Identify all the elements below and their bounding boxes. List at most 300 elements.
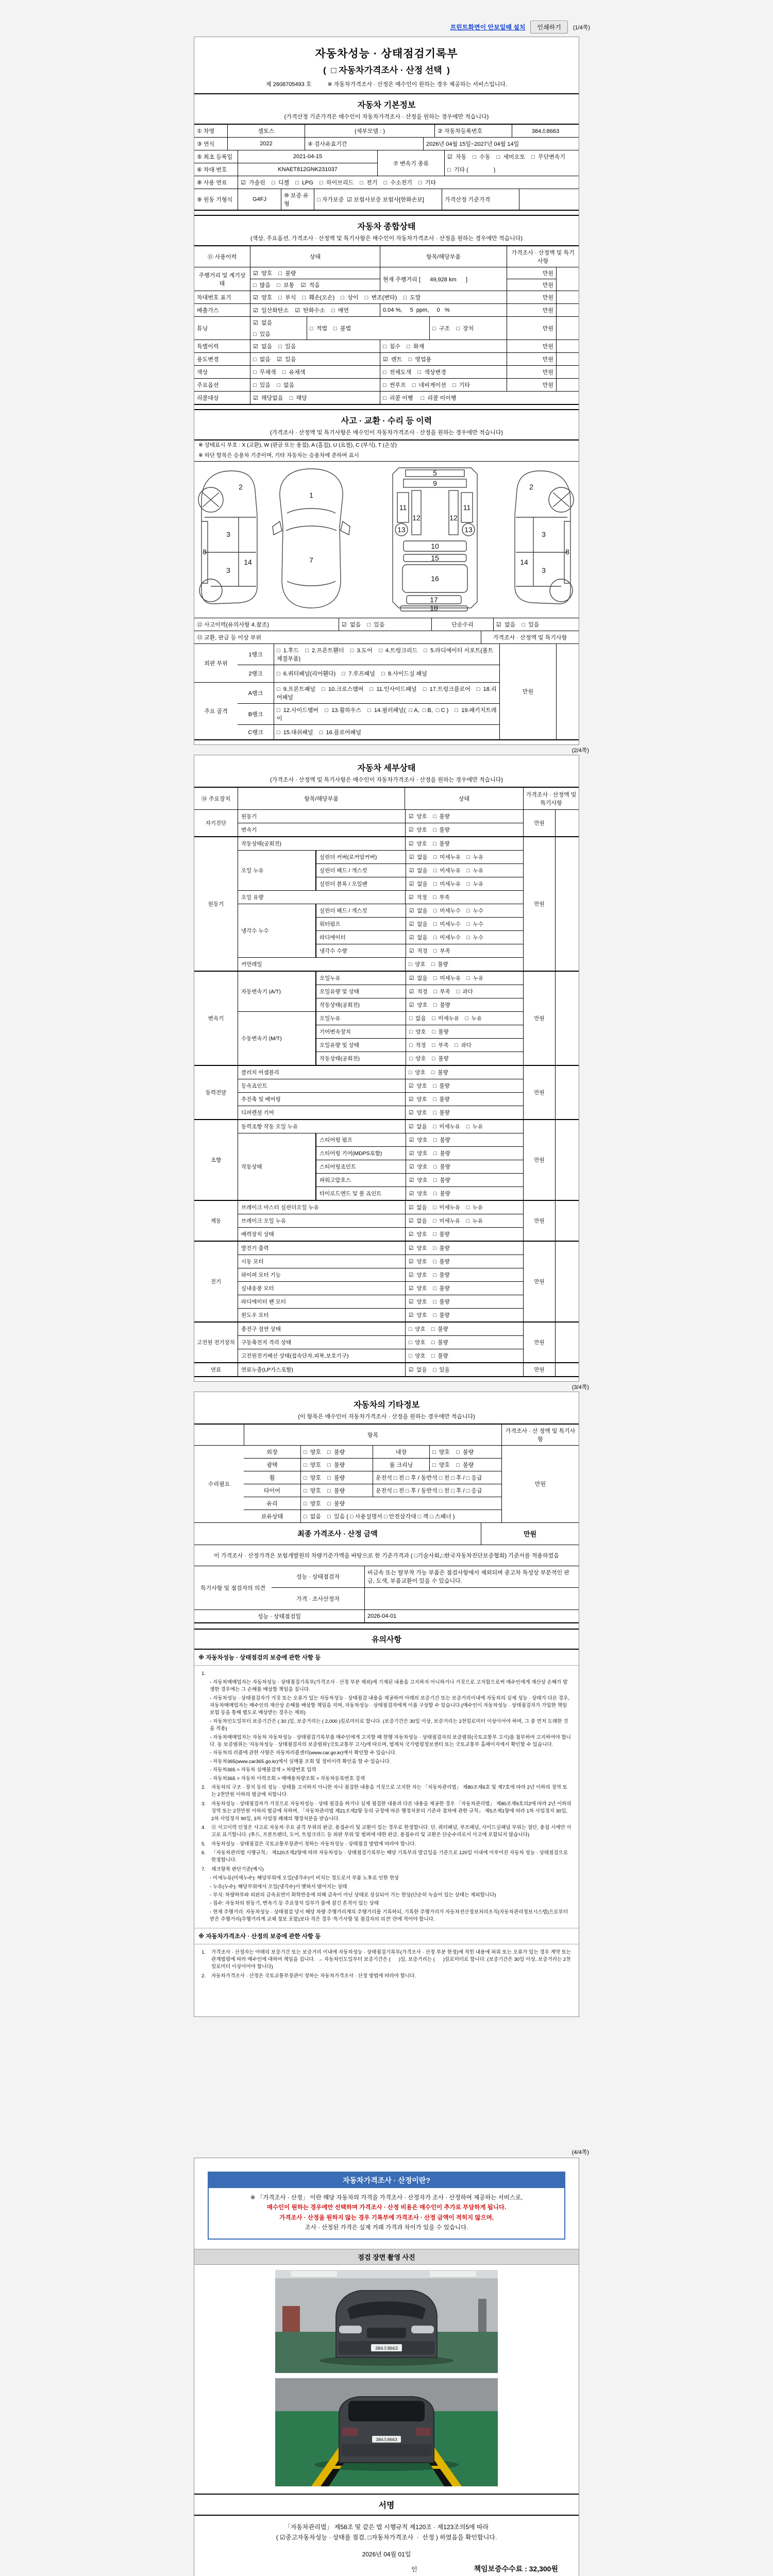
color-status: □ 무채색 □ 유채색 <box>250 366 380 378</box>
detail-item: 브레이크 마스터 실린더오일 누유 <box>241 1204 319 1211</box>
zone-9: 9 <box>433 479 437 487</box>
rankC-items: □ 15.대쉬패널 □ 16.플로어패널 <box>274 725 499 739</box>
detail-item: 작동상태(공회전) <box>241 840 281 847</box>
inspection-photo-rear <box>275 2378 498 2486</box>
color-kind: □ 전체도색 □ 색상변경 <box>380 366 507 378</box>
row-recall-label: 리콜대상 <box>197 395 219 401</box>
first-reg-date: 2021-04-15 <box>238 150 377 163</box>
zone-11: 11 <box>399 503 407 512</box>
detail-item: 연료누출(LP가스포함) <box>241 1366 293 1373</box>
detail-status: □ 양호 □ 불량 <box>405 958 523 971</box>
recall-status: ☑ 해당없음 □ 해당 <box>250 392 380 404</box>
interior-status: □ 양호 □ 불량 <box>429 1446 501 1458</box>
color-price: 만원 <box>507 366 556 378</box>
detail-status: □ 적정 □ 부족 □ 과다 <box>406 1039 523 1052</box>
notice-1-b6a: - 자동차365 > 자동차 실매물검색 > 차량번호 입력 <box>210 1767 316 1773</box>
notice-4: ⑫ 사고이력 인정은 사고로 자동차 주요 골격 부위의 판금, 용접수리 및 교환이 있는 경우로 한정합니다. 단, 쿼터패널, 루프패널, 사이드실패널 부위는 절단, 용접 시에만 사고로 표기합니다. (후드, 프론트펜더, 도어, 트렁크리드 등 외판 부위 및 범퍼에 대한 판금, 용접수리 및 교환은 단순수리로서 사고에 포함되지 않습니다) <box>211 1824 572 1838</box>
sheet-page-2 <box>194 755 579 1382</box>
detail-item: 클러치 어셈블리 <box>241 1069 279 1076</box>
passenger-car-legend: ※ 하단 항목은 승용차 기준이며, 기타 자동차는 승용차에 준하여 표시 <box>198 452 359 459</box>
wheel-status: □ 양호 □ 불량 <box>300 1471 373 1484</box>
transmission-row-1: ☑ 자동 □ 수동 □ 세미오토 □ 무단변속기 <box>447 154 566 161</box>
zone-3b: 3 <box>226 566 230 574</box>
detail-subitem: 오일누유 <box>316 972 406 985</box>
recall-state: □ 리콜 이행 □ 리콜 미이행 <box>380 392 579 404</box>
sign-date: 2026년 04월 01일 <box>362 2551 411 2558</box>
accident-note: (가격조사 · 산정액 및 특기사항은 매수인이 자동차가격조사 · 산정을 원하는 경우에만 적습니다) <box>270 430 503 436</box>
detail-subitem: 실린더 커버(로커암커버) <box>316 851 406 863</box>
detail-h-device: ⑭ 주요장치 <box>201 795 231 802</box>
zone-13: 13 <box>397 525 406 534</box>
mileage-current: 현재 주행거리 [ 49,928 km ] <box>380 267 507 291</box>
print-button[interactable]: 인쇄하기 <box>530 21 567 33</box>
detail-item: 윈도우 모터 <box>241 1312 269 1318</box>
detail-subgroup: 수동변속기 (M/T) <box>241 1035 282 1042</box>
notice-2: 자동차의 구조 · 장치 등의 성능 · 상태를 고지하지 아니한 자나 점검한 내용을 거짓으로 고지한 자는 「자동차관리법」 제80조제6호 및 제7호에 따라 2년 이하의 징역 또는 2천만원 이하의 벌금에 처합니다. <box>211 1784 567 1798</box>
zone-15: 15 <box>431 553 439 562</box>
other-heading: 자동차의 기타정보 <box>353 1400 420 1410</box>
car-diagram-svg <box>195 464 577 614</box>
detail-status: □ 양호 □ 불량 <box>405 1349 523 1362</box>
other-price: 만원 <box>501 1446 579 1522</box>
price-survey-line1: ※ 「가격조사 · 산정」 이란 해당 자동차의 가격을 가격조사 · 산정자가 조사 · 산정하여 제공하는 서비스로, <box>250 2194 523 2201</box>
detail-subgroup: 오일 누유 <box>241 867 264 874</box>
label-reg-number: ② 자동차등록번호 <box>434 125 512 137</box>
other-h-price: 가격조사 · 산 정액 및 특기사항 <box>501 1425 579 1445</box>
tuning-price: 만원 <box>507 317 556 340</box>
notice-1-b3: ◦ 자동차인도일부터 보증기간은 ( 30 )일, 보증거리는 ( 2,000 )킬로미터로 합니다. (보증기간은 30일 이상, 보증거리는 2천킬로미터 이상이어야 하며, 그 중 먼저 도래한 것을 적용) <box>210 1718 568 1732</box>
inspect-date-label: 성능 · 상태점검일 <box>257 1613 301 1620</box>
notice-B2: 자동차가격조사 · 산정은 국토교통부장관이 정하는 자동차가격조사 · 산정 방법에 따라야 합니다. <box>211 1973 416 1979</box>
notice-6: 「자동차관리법 시행규칙」 제120조제2항에 따라 자동차성능 · 상태점검기록부는 해당 기록부의 발급일을 기준으로 120일 이내에 이루어진 자동차 성능 · 상태점검으로 한정합니다. <box>211 1850 568 1863</box>
special-kind: □ 침수 □ 화재 <box>380 340 507 352</box>
accident-history-label: ⑫ 사고이력(유의사항 4.참조) <box>197 621 269 628</box>
detail-subitem: 실린더 헤드 / 개스킷 <box>316 864 406 877</box>
detail-group-label: 자기진단 <box>205 820 227 826</box>
usage-change-price: 만원 <box>507 353 556 365</box>
detail-item: 충전구 절연 상태 <box>241 1326 281 1332</box>
detail-group-label: 제동 <box>210 1217 222 1224</box>
final-price-unit: 만원 <box>481 1523 579 1545</box>
other-table <box>194 1423 579 1623</box>
panel-price-blank <box>556 644 579 739</box>
inspect-date-value: 2026-04-01 <box>364 1610 579 1622</box>
detail-subitem: 스티어링 펌프 <box>316 1133 406 1146</box>
accident-history-status: ☑ 없음 □ 있음 <box>339 618 431 631</box>
transmission-row-2: □ 기타 ( ) <box>447 166 496 173</box>
notice-title: 유의사항 <box>194 1630 579 1650</box>
detail-h-status: 상태 <box>405 788 523 809</box>
photos-heading: 점검 장면 촬영 사진 <box>194 2249 579 2265</box>
price-survey-line3: 가격조사 · 산정을 원하지 않는 경우 기록부에 가격조사 · 산정 금액이 적히지 않으며, <box>279 2214 494 2221</box>
detail-heading: 자동차 세부상태 <box>357 764 416 773</box>
top-toolbar <box>183 21 590 33</box>
row-tuning-label: 튜닝 <box>197 326 208 332</box>
detail-status: ☑ 양호 □ 불량 <box>405 1242 523 1255</box>
label-base-price: 가격산정 기준가격 <box>442 189 519 210</box>
detail-table <box>194 787 579 1377</box>
detail-status: □ 양호 □ 불량 <box>405 1336 523 1349</box>
label-fuel: ⑧ 사용 연료 <box>197 180 227 186</box>
emission-values: 0.04 %, 5 ppm, 0 % <box>380 304 507 316</box>
detail-group-blank <box>555 1323 579 1362</box>
detail-status: □ 양호 □ 불량 <box>406 1052 523 1065</box>
mileage-price-blank <box>556 267 579 291</box>
engine-type: G4FJ <box>238 189 281 210</box>
rankB-items: □ 12.사이드멤버 □ 13.휠하우스 □ 14.필러패널( □ A, □ B, □ C ) □ 19.패키지트레이 <box>274 704 499 724</box>
detail-status: □ 양호 □ 불량 <box>406 1025 523 1038</box>
price-survey-info-box <box>208 2172 565 2240</box>
rank1-items: □ 1.후드 □ 2.프론트휀더 □ 3.도어 □ 4.트렁크리드 □ 5.라디에이터 서포트(볼트체결부품) <box>274 644 499 665</box>
notice-secA-title: ※ 자동차성능 · 상태점검의 보증에 관한 사항 등 <box>194 1650 579 1666</box>
basic-info-note: (가격산정 기준가격은 매수인이 자동차가격조사 · 산정을 원하는 경우에만 적습니다) <box>284 114 489 120</box>
overall-h-item: 항목/해당부품 <box>380 246 507 267</box>
fuel-options: ☑ 가솔린 □ 디젤 □ LPG □ 하이브리드 □ 전기 □ 수소전기 □ 기타 <box>238 176 579 189</box>
rankA-items: □ 9.프론트패널 □ 10.크로스멤버 □ 11.인사이드패널 □ 17.트렁크플로어 □ 18.리어패널 <box>274 683 499 703</box>
options-status: □ 있음 □ 없음 <box>250 379 380 391</box>
row-usage-change-label: 용도변경 <box>197 357 219 363</box>
signature-section <box>194 2494 579 2576</box>
overall-table <box>194 245 579 405</box>
basic-info-table <box>194 124 579 211</box>
roomclean-status: □ 양호 □ 불량 <box>429 1459 501 1471</box>
doc-title: 자동차성능 · 상태점검기록부 <box>315 48 458 60</box>
appraiser-opinion <box>364 1588 579 1609</box>
detail-group-blank <box>555 1363 579 1376</box>
price-survey-info-title: 자동차가격조사 · 산정이란? <box>209 2173 564 2188</box>
doc-number-line <box>194 76 579 93</box>
detail-group-label: 원동기 <box>208 901 224 907</box>
rear-plate-number: 384소8663 <box>376 2436 397 2442</box>
detail-group-blank <box>555 1120 579 1200</box>
detail-group-price: 만원 <box>523 1242 555 1321</box>
mileage-status-2: □ 많음 □ 보통 ☑ 적음 <box>250 279 380 291</box>
doc-subtitle: ( □ 자동차가격조사 · 산정 선택 ) <box>323 65 450 75</box>
reg-number: 384소8663 <box>512 125 579 137</box>
rank1-label: 1랭크 <box>248 651 263 658</box>
special-status: ☑ 없음 □ 있음 <box>250 340 380 352</box>
sheet-page-4 <box>194 2158 579 2576</box>
detail-status: ☑ 양호 □ 불량 <box>405 823 523 836</box>
glass-status: □ 양호 □ 불량 <box>300 1497 501 1510</box>
detail-subitem: 타이로드엔드 및 볼 죠인트 <box>316 1187 406 1200</box>
detail-status: ☑ 양호 □ 불량 <box>406 1147 523 1160</box>
doc-number: 제 2608705493 호 <box>265 81 312 88</box>
detail-subitem: 라디에이터 <box>316 931 406 944</box>
detail-group-blank <box>555 1242 579 1321</box>
detail-subitem: 작동상태(공회전) <box>316 1052 406 1065</box>
notice-1-no: 1. <box>201 1670 206 1676</box>
notice-7-b4: ◦ 침수: 자동차의 원동기, 변속기 등 주요장치 일부가 물에 잠긴 흔적이 있는 상태 <box>210 1901 379 1907</box>
detail-subitem: 냉각수 수량 <box>316 944 406 957</box>
detail-subgroup: 자동변속기 (A/T) <box>241 988 281 995</box>
warranty-fee: 책임보증수수료 : 32,300원 <box>474 2565 558 2573</box>
notice-7-b5: ◦ 현재 주행거리: 자동차성능 · 상태점검 당시 해당 차량 주행거리계의 주행거리를 기록하되, 기록한 주행거리가 자동차전산정보처리조직(자동차관리정보시스템)으로부터 받은 주행거리(주행거리계 교체 정보 포함)보다 적은 경우 '특기사항 및 점검자의 의견' 란에 적어야 합니다. <box>210 1909 568 1923</box>
detail-status: ☑ 양호 □ 불량 <box>406 998 523 1011</box>
zone-8: 8 <box>203 547 207 556</box>
price-survey-line2: 매수인이 원하는 경우에만 선택하며 가격조사 · 산정 비용은 매수인이 추가로 부담하게 됩니다. <box>266 2205 507 2211</box>
final-price-label: 최종 가격조사 · 산정 금액 <box>297 1529 378 1538</box>
basic-items-sub: 보유상태 <box>261 1513 283 1520</box>
detail-status: □ 없음 □ 미세누유 □ 누유 <box>406 1012 523 1025</box>
page-marker-4: (4/4쪽) <box>572 2149 589 2156</box>
zone-12: 12 <box>412 513 421 522</box>
detail-subitem: 스티어링 기어(MDPS포함) <box>316 1147 406 1160</box>
detail-item: 발전기 출력 <box>241 1245 269 1251</box>
row-color-label: 색상 <box>197 369 208 376</box>
zone-2b: 2 <box>529 482 533 491</box>
detail-group-price: 만원 <box>523 1363 555 1376</box>
page-marker-1: (1/4쪽) <box>573 24 590 31</box>
accident-heading: 사고 · 교환 · 수리 등 이력 <box>194 409 579 426</box>
detail-group-blank <box>555 837 579 971</box>
zone-17: 17 <box>430 595 438 604</box>
exchange-panel-label: ⑬ 교환, 판금 등 이상 부위 <box>197 634 261 641</box>
detail-group-price: 만원 <box>523 1323 555 1362</box>
tuning-yes: □ 있음 <box>253 331 271 337</box>
row-special-label: 특별이력 <box>197 344 219 350</box>
overall-h-usage: ⑪ 사용이력 <box>207 254 237 260</box>
zone-3d: 3 <box>542 566 546 574</box>
detail-item: 추진축 및 베어링 <box>241 1096 281 1103</box>
usage-change-kind: ☑ 렌트 □ 영업용 <box>380 353 507 365</box>
tire-label: 타이어 <box>264 1487 280 1494</box>
zone-12b: 12 <box>449 513 458 522</box>
roomclean-label: 룸 크리닝 <box>373 1459 429 1471</box>
mileage-status-1: ☑ 양호 □ 불량 <box>253 270 296 277</box>
doc-service-note: ※ 자동차가격조사 · 산정은 매수인이 원하는 경우 제공하는 서비스입니다. <box>327 81 508 88</box>
front-plate-number: 384소8663 <box>375 2345 398 2351</box>
detail-group-label: 변속기 <box>208 1015 224 1022</box>
zone-16: 16 <box>431 574 439 583</box>
detail-status: ☑ 없음 □ 미세누유 □ 누유 <box>406 972 523 985</box>
label-warranty-type: ⑩ 보증 유형 <box>281 189 314 210</box>
notice-1-b1: ◦ 자동차매매업자는 자동차성능 · 상태점검기록부(가격조사 · 산정 부분 제외)에 기재된 내용을 고지하지 아니하거나 거짓으로 고지함으로써 매수인에게 재산상 손해가 발생한 경우에는 그 손해를 배상할 책임을 집니다. <box>210 1679 568 1693</box>
skin-panel-label: 외판 부위 <box>204 660 228 667</box>
detail-subitem: 워터펌프 <box>316 918 406 930</box>
mileage-price-2: 만원 <box>507 279 556 291</box>
notice-1-b5: ◦ 자동차의 리콜에 관한 사항은 자동차리콜센터(www.car.go.kr)에서 확인할 수 있습니다. <box>210 1750 397 1756</box>
detail-item: 시동 모터 <box>241 1258 264 1265</box>
detail-status: ☑ 없음 □ 미세누수 □ 누수 <box>406 904 523 917</box>
detail-subitem: 오일유량 및 상태 <box>316 985 406 998</box>
detail-subitem: 작동상태(공회전) <box>316 998 406 1011</box>
detail-status: ☑ 없음 □ 미세누유 □ 누유 <box>406 851 523 863</box>
special-price: 만원 <box>507 340 556 352</box>
car-name: 셀토스 <box>227 125 305 137</box>
detail-status: ☑ 양호 □ 불량 <box>405 1079 523 1092</box>
detail-subgroup: 작동상태 <box>241 1163 262 1170</box>
detail-status: ☑ 양호 □ 불량 <box>405 1093 523 1106</box>
simple-repair-label: 단순수리 <box>431 618 493 631</box>
notice-secB-body: 1. 가격조사 · 산정자는 아래의 보증기간 또는 보증거리 이내에 자동차성능 · 상태점검기록부(가격조사 · 산정 부분 한정)에 적힌 내용에 허위 또는 오류가 있는 경우 계약 또는 관계법령에 따라 매수인에 대하여 책임을 집니다. → 자동차인도일부터 보증기간은 ( )일, 보증거리는 ( )킬로미터로 합니다. (보증기간은 30일 이상, 보증거리는 2천킬로미터 이상이어야 합니다) 2. 자동차가격조사 · 산정은 국토교통부장관이 정하는 자동차가격조사 · 산정 방법에 따라야 합니다. <box>194 1944 579 1985</box>
detail-item: 원동기 <box>241 813 257 820</box>
install-print-plugin-link[interactable]: 프린트화면이 안보일때 설치 <box>450 24 526 31</box>
zone-10: 10 <box>431 541 439 550</box>
label-inspection-period: ④ 검사유효기간 <box>305 138 423 150</box>
other-h-item: 항목 <box>244 1425 501 1445</box>
vin-value: KNAET812GNK231037 <box>238 163 377 176</box>
detail-subitem: 오일유량 및 상태 <box>316 1039 406 1052</box>
detail-group-price: 만원 <box>523 972 555 1065</box>
usage-change-status: □ 없음 ☑ 있음 <box>250 353 380 365</box>
page-marker-2: (2/4쪽) <box>572 747 589 754</box>
detail-status: ☑ 없음 □ 미세누유 □ 누유 <box>406 877 523 890</box>
label-car-name: ① 차명 <box>197 128 215 134</box>
label-engine-type: ⑨ 원동 기형식 <box>197 197 233 203</box>
overall-h-status: 상태 <box>250 246 380 267</box>
detail-subitem: 오일누유 <box>316 1012 406 1025</box>
detail-status: ☑ 양호 □ 불량 <box>405 837 523 850</box>
sign-law-line2: ( ☑중고자동차성능 · 상태를 점검, □자동차가격조사 · 산정 ) 하였음을 확인합니다. <box>276 2534 497 2541</box>
detail-group-label: 동력전달 <box>205 1089 227 1096</box>
detail-status: ☑ 없음 □ 미세누유 □ 누유 <box>405 1120 523 1133</box>
basic-items-status: □ 없음 □ 있음 ( □ 사용설명서 □ 안전삼각대 □ 잭 □ 스패너 ) <box>300 1510 501 1522</box>
base-price-value <box>519 189 579 210</box>
polish-label: 광택 <box>266 1462 278 1468</box>
detail-subitem: 실린더 블록 / 오일팬 <box>316 877 406 890</box>
detail-group-blank <box>555 972 579 1065</box>
detail-item: 고전원전기배선 상태(접속단자,피복,보호기구) <box>241 1352 349 1359</box>
rankA-label: A랭크 <box>248 690 263 697</box>
zone-11b: 11 <box>463 503 471 512</box>
repair-needed-label: 수리필요 <box>208 1481 230 1487</box>
overall-h-price: 가격조사 · 산정액 및 특기사항 <box>507 246 579 267</box>
notice-1-b2: ◦ 자동차성능 · 상태점검자가 거짓 또는 오류가 있는 자동차성능 · 상태점검 내용을 제공하여 아래의 보증기간 또는 보증거리이내에 자동차의 실제 성능 · 상태가 다른 경우, 자동차매매업자는 매수인의 재산상 손해를 배상할 책임을 지며, 자동차성능 · 상태점검자에게 이를 구상할 수 있습니다.(매수인이 자동차성능 · 상태점검자가 가입한 책임보험 등을 통해 별도로 배상받는 경우는 제외) <box>210 1695 569 1716</box>
detail-item: 라디에이터 팬 모터 <box>241 1298 286 1305</box>
detail-status: ☑ 양호 □ 불량 <box>405 1268 523 1281</box>
wheel-positions: 운전석 □ 전 □ 후 / 동반석 □ 전 □ 후 / □ 응급 <box>373 1471 501 1484</box>
zone-14b: 14 <box>520 557 528 566</box>
detail-group-label: 고전원 전기장치 <box>197 1339 235 1346</box>
exterior-label: 외장 <box>266 1449 278 1455</box>
options-kind: □ 썬루프 □ 네비게이션 □ 기타 <box>380 379 507 391</box>
rankB-label: B랭크 <box>248 711 263 718</box>
zone-5: 5 <box>433 468 437 477</box>
detail-table-body <box>194 810 579 1376</box>
appraiser-label: 가격 · 조사산정자 <box>296 1596 340 1602</box>
notice-section <box>194 1629 579 1985</box>
vin-mark-status: ☑ 양호 □ 부식 □ 훼손(오손) □ 상이 □ 변조(변타) □ 도말 <box>250 291 507 303</box>
page-marker-3: (3/4쪽) <box>572 1384 589 1391</box>
detail-status: ☑ 양호 □ 불량 <box>405 1255 523 1268</box>
detail-item: 와이퍼 모터 기능 <box>241 1272 281 1278</box>
inspector-label: 성능 · 상태점검자 <box>296 1574 340 1581</box>
detail-status: ☑ 양호 □ 불량 <box>405 1228 523 1241</box>
row-vin-mark-label: 차대번호 표기 <box>197 295 231 301</box>
notice-1-b6: ◦ 자동차365(www.car365.go.kr)에서 실매물 조회 및 정비이력 확인을 할 수 있습니다. <box>210 1758 391 1765</box>
sheet-page-1 <box>194 37 579 745</box>
detail-status: ☑ 없음 □ 미세누유 □ 누유 <box>405 1214 523 1227</box>
notice-7-b3: ◦ 부식: 차량하부와 외판의 금속표면이 화학반응에 의해 금속이 아닌 상태로 상실되어 가는 현상(단순히 녹슬어 있는 상태는 제외합니다) <box>210 1892 496 1899</box>
vin-mark-price: 만원 <box>507 291 556 303</box>
frame-label: 주요 골격 <box>204 708 228 715</box>
car-damage-diagram <box>194 461 579 618</box>
emission-price: 만원 <box>507 304 556 316</box>
zone-13b: 13 <box>464 525 473 534</box>
detail-group-price: 만원 <box>523 1120 555 1200</box>
zone-3c: 3 <box>542 530 546 538</box>
detail-status: ☑ 양호 □ 불량 <box>405 1309 523 1321</box>
notice-7: 체크항목 판단기준(예시) <box>211 1866 264 1872</box>
row-emission-label: 배출가스 <box>197 308 219 314</box>
detail-subitem: 파워고압호스 <box>316 1174 406 1187</box>
detail-item: 커먼레일 <box>241 961 262 968</box>
detail-item: 등속죠인트 <box>241 1082 267 1089</box>
label-first-reg-date: ⑤ 최초 등록일 <box>197 154 233 160</box>
detail-item: 배력장치 상태 <box>241 1231 274 1238</box>
rank2-items: □ 6.쿼터패널(리어휀다) □ 7.루프패널 □ 8.사이드실 패널 <box>274 665 499 682</box>
tuning-legal: □ 적법 □ 불법 <box>307 317 429 340</box>
notice-secB-title: ※ 자동차가격조사 · 산정의 보증에 관한 사항 등 <box>194 1928 579 1944</box>
notice-7-b2: ◦ 누유(누수): 해당부위에서 오일(냉각수)이 맺혀서 떨어지는 상태 <box>210 1884 347 1890</box>
glass-label: 유리 <box>266 1500 278 1507</box>
status-code-legend: ※ 상태표시 부호 : X (교환), W (판금 또는 용접), A (흠집), U (요철), C (부식), T (손상) <box>198 442 397 448</box>
detail-status: ☑ 양호 □ 불량 <box>405 1106 523 1119</box>
detail-group-price: 만원 <box>523 1066 555 1119</box>
detail-status: ☑ 없음 □ 미세누수 □ 누수 <box>406 918 523 930</box>
inspection-period: 2026년 04월 15일~2027년 04월 14일 <box>423 138 579 150</box>
detail-status: ☑ 양호 □ 불량 <box>406 1133 523 1146</box>
detail-status: ☑ 양호 □ 불량 <box>405 1282 523 1295</box>
tire-positions: 운전석 □ 전 □ 후 / 동반석 □ 전 □ 후 / □ 응급 <box>373 1484 501 1497</box>
detail-group-blank <box>555 810 579 836</box>
detail-group-label: 연료 <box>210 1366 222 1373</box>
inspector-opinion: 비금속 또는 탈부착 가능 부품은 점검사항에서 제외되며 중고차 특성상 부분적인 판금, 도색, 부품교환이 있을 수 있습니다. <box>364 1566 579 1588</box>
overall-heading: 자동차 종합상태 <box>194 215 579 232</box>
basic-info-heading: 자동차 기본정보 <box>194 93 579 110</box>
zone-7: 7 <box>309 555 313 564</box>
detail-group-label: 전기 <box>210 1278 222 1285</box>
inspection-photo-front <box>275 2270 498 2373</box>
polish-status: □ 양호 □ 불량 <box>300 1459 373 1471</box>
zone-3: 3 <box>226 530 230 538</box>
detail-group-price: 만원 <box>523 837 555 971</box>
detail-status: ☑ 양호 □ 불량 <box>406 1174 523 1187</box>
other-note: (이 항목은 매수인이 자동차가격조사 · 산정을 원하는 경우에만 적습니다) <box>298 1413 475 1420</box>
wheel-label: 휠 <box>269 1475 275 1481</box>
detail-status: ☑ 없음 □ 미세누유 □ 누유 <box>406 864 523 877</box>
detail-status: ☑ 양호 □ 불량 <box>406 1187 523 1200</box>
detail-item: 브레이크 오일 누유 <box>241 1217 286 1224</box>
row-options-label: 주요옵션 <box>197 382 219 388</box>
detail-subgroup: 냉각수 누수 <box>241 927 269 934</box>
detail-group-blank <box>555 1201 579 1241</box>
detail-status: ☑ 적정 □ 부족 □ 과다 <box>406 985 523 998</box>
detail-item: 오일 유량 <box>241 894 264 901</box>
detail-status: □ 양호 □ 불량 <box>405 1066 523 1079</box>
price-survey-line4: 조사 · 산정된 가격은 실제 거래 가격과 차이가 있을 수 있습니다. <box>305 2225 468 2231</box>
zone-8b: 8 <box>565 547 569 556</box>
row-mileage-label: 주행거리 및 계기상태 <box>198 272 246 287</box>
detail-item: 디퍼렌셜 기어 <box>241 1109 274 1116</box>
tuning-kind: □ 구조 □ 장치 <box>429 317 507 340</box>
detail-item: 구동축전지 격리 상태 <box>241 1339 292 1346</box>
label-model-year: ③ 연식 <box>197 141 215 147</box>
detail-item: 변속기 <box>241 826 257 833</box>
detail-item: 실내송풍 모터 <box>241 1285 274 1292</box>
zone-14: 14 <box>244 557 252 566</box>
notice-secA-body: 1. ◦ 자동차매매업자는 자동차성능 · 상태점검기록부(가격조사 · 산정 부분 제외)에 기재된 내용을 고지하지 아니하거나 거짓으로 고지함으로써 매수인에게 재산상 손해가 발생한 경우에는 그 손해를 배상할 책임을 집니다. ◦ 자동차성능 · 상태점검자가 거짓 또는 오류가 있는 자동차성능 · 상태점검 내용을 제공하여 아래의 보증기간 또는 보증거리이내에 자동차의 실제 성능 · 상태가 다른 경우, 자동차매매업자는 매수인의 재산상 손해를 배상할 책임을 지며, 자동차성능 · 상태점검자에게 이를 구상할 수 있습니다.(매수인이 자동차성능 · 상태점검자가 가입한 책임보험 등을 통해 별도로 배상받는 경우는 제외) ◦ 자동차인도일부터 보증기간은 ( 30 )일, 보증거리는 ( 2,000 )킬로미터로 합니다. (보증기간은 30일 이상, 보증거리는 2천킬로미터 이상이어야 하며, 그 중 먼저 도래한 것을 적용) ◦ 자동차매매업자는 자동차 자동차성능 · 상태점검기록부를 매수인에게 고지할 때 현행 자동차성능 · 상태점검자의 보증범위(국토교통부 고시)를 첨부하여 고지하여야 합니다. 동 보증범위는 '자동차성능 · 상태점검자의 보증범위'(국토교통부 고시)에 따르며, 법제처 국가법령정보센터 또는 국토교통부 홈페이지에서 확인할 수 있습니다. ◦ 자동차의 리콜에 관한 사항은 자동차리콜센터(www.car.go.kr)에서 확인할 수 있습니다. ◦ 자동차365(www.car365.go.kr)에서 실매물 조회 및 정비이력 확인을 할 수 있습니다. - 자동차365 > 자동차 실매물검색 > 차량번호 입력 - 자동차365 > 자동차 이력조회 > 매매용차량조회 > 자동차등록번호 검색 2. 자동차의 구조 · 장치 등의 성능 · 상태를 고지하지 아니한 자나 점검한 내용을 거짓으로 고지한 자는 「자동차관리법」 제80조제6호 및 제7호에 따라 2년 이하의 징역 또는 2천만원 이하의 벌금에 처합니다. 3. 자동차성능 · 상태점검자가 거짓으로 자동차성능 · 상태 점검을 하거나 실제 점검한 내용과 다른 내용을 제공한 경우 「자동차관리법」 제80조제9호의2에 따라 2년 이하의 징역 또는 2천만원 이하의 벌금에 처하며, 「자동차관리법 제21조제2항 등의 규정에 따른 행정처분의 기준과 절차에 관한 규칙」 제5조제1항에 따라 1차 사업정지 30일, 2차 사업정지 90일, 3차 사업장 폐쇄의 행정처분을 받습니다. 4. ⑫ 사고이력 인정은 사고로 자동차 주요 골격 부위의 판금, 용접수리 및 교환이 있는 경우로 한정합니다. 단, 쿼터패널, 루프패널, 사이드실패널 부위는 절단, 용접 시에만 사고로 표기합니다. (후드, 프론트펜더, 도어, 트렁크리드 등 외판 부위 및 범퍼에 대한 판금, 용접수리 및 교환은 단순수리로서 사고에 포함되지 않습니다) 5. 자동차성능 · 상태점검은 국토교통부장관이 정하는 자동차성능 · 상태점검 방법에 따라야 합니다. 6. 「자동차관리법 시행규칙」 제120조제2항에 따라 자동차성능 · 상태점검기록부는 해당 기록부의 발급일을 기준으로 120일 이내에 이루어진 자동차 성능 · 상태점검으로 한정합니다. 7. 체크항목 판단기준(예시) ◦ 미세누유(미세누수): 해당부위에 오일(냉각수)이 비치는 정도로서 부품 노후로 인한 현상 ◦ 누유(누수): 해당부위에서 오일(냉각수)이 맺혀서 떨어지는 상태 ◦ 부식: 차량하부와 외판의 금속표면이 화학반응에 의해 금속이 아닌 상태로 상실되어 가는 현상(단순히 녹슬어 있는 상태는 제외합니다) ◦ 침수: 자동차의 원동기, 변속기 등 주요장치 일부가 물에 잠긴 흔적이 있는 상태 ◦ 현재 주행거리: 자동차성능 · 상태점검 당시 해당 차량 주행거리계의 주행거리를 기록하되, 기록한 주행거리가 자동차전산정보처리조직(자동차관리정보시스템)으로부터 받은 주행거리(주행거리계 교체 정보 포함)보다 적은 경우 '특기사항 및 점검자의 의견' 란에 적어야 합니다. <box>194 1666 579 1928</box>
notice-7-b1: ◦ 미세누유(미세누수): 해당부위에 오일(냉각수)이 비치는 정도로서 부품 노후로 인한 현상 <box>210 1875 399 1882</box>
detail-group-blank <box>555 1066 579 1119</box>
transmission-options <box>444 150 579 176</box>
zone-2: 2 <box>239 482 243 491</box>
detail-group-price: 만원 <box>523 810 555 836</box>
detail-subitem: 실린더 헤드 / 개스킷 <box>316 904 406 917</box>
notice-1-b6b: - 자동차365 > 자동차 이력조회 > 매매용차량조회 > 자동차등록번호 검색 <box>210 1775 365 1782</box>
zone-1: 1 <box>309 490 313 499</box>
